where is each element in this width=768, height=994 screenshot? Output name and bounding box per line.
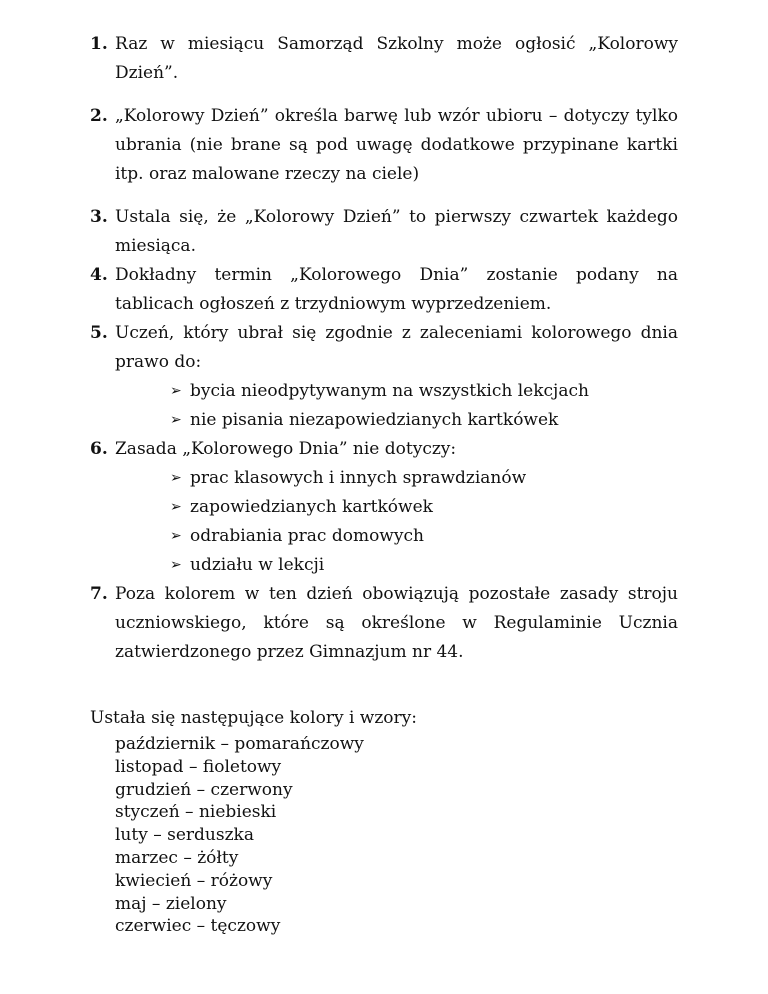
month-color-item: marzec – żółty [115,847,239,868]
month-color-item: styczeń – niebieski [115,802,277,823]
sublist-item [170,377,678,406]
rule-text: „Kolorowy Dzień” określa barwę lub wzór ubioru – dotyczy tylko ubrania (nie brane są pod uwagę dodatkowe przypinane kartki itp. oraz malowane rzeczy na ciele) [115,106,678,184]
rule-item [90,319,678,435]
month-color-item: luty – serduszka [115,825,254,846]
rule-text: Ustala się, że „Kolorowy Dzień” to pierwszy czwartek każdego miesiąca. [115,207,678,256]
sublist-item-text: udziału w lekcji [190,555,325,575]
rule-number: 2. [90,106,108,126]
arrow-bullet-icon: ➢ [170,557,182,573]
rule-item [90,102,678,189]
rule-sublist [115,464,678,580]
rules-list [90,30,678,667]
rule-text: Raz w miesiącu Samorząd Szkolny może ogłosić „Kolorowy Dzień”. [115,34,678,83]
arrow-bullet-icon: ➢ [170,499,182,515]
sublist-item-text: zapowiedzianych kartkówek [190,497,433,517]
rule-text: Poza kolorem w ten dzień obowiązują pozostałe zasady stroju uczniowskiego, które są określone w Regulaminie Ucznia zatwierdzonego przez Gimnazjum nr 44. [115,584,678,662]
arrow-bullet-icon: ➢ [170,412,182,428]
rule-number: 4. [90,265,108,285]
rule-item [90,261,678,319]
month-color-item: grudzień – czerwony [115,779,293,800]
sublist-item [170,522,678,551]
rule-item [90,203,678,261]
rule-item [90,435,678,580]
colors-heading: Ustała się następujące kolory i wzory: [90,708,418,728]
rule-number: 3. [90,207,108,227]
month-color-item: maj – zielony [115,893,227,914]
sublist-item-text: bycia nieodpytywanym na wszystkich lekcjach [190,381,589,401]
sublist-item [170,406,678,435]
rule-sublist [115,377,678,435]
month-color-list [115,733,364,938]
month-color-item: październik – pomarańczowy [115,734,364,754]
sublist-item-text: nie pisania niezapowiedzianych kartkówek [190,410,559,430]
rule-text: Uczeń, który ubrał się zgodnie z zaleceniami kolorowego dnia prawo do: [115,323,678,372]
sublist-item [170,493,678,522]
month-color-item: listopad – fioletowy [115,756,282,777]
sublist-item [170,551,678,580]
sublist-item-text: odrabiania prac domowych [190,526,424,546]
rule-item [90,30,678,88]
rule-number: 6. [90,439,108,459]
arrow-bullet-icon: ➢ [170,383,182,399]
rule-number: 7. [90,584,108,604]
rule-text: Zasada „Kolorowego Dnia” nie dotyczy: [115,439,457,459]
month-color-item: kwiecień – różowy [115,870,273,891]
rule-number: 1. [90,34,108,54]
arrow-bullet-icon: ➢ [170,470,182,486]
rule-number: 5. [90,323,108,343]
sublist-item [170,464,678,493]
sublist-item-text: prac klasowych i innych sprawdzianów [190,468,527,488]
month-color-item: czerwiec – tęczowy [115,916,281,937]
arrow-bullet-icon: ➢ [170,528,182,544]
rule-text: Dokładny termin „Kolorowego Dnia” zostanie podany na tablicach ogłoszeń z trzydniowym wyprzedzeniem. [115,265,678,314]
rule-item [90,580,678,667]
